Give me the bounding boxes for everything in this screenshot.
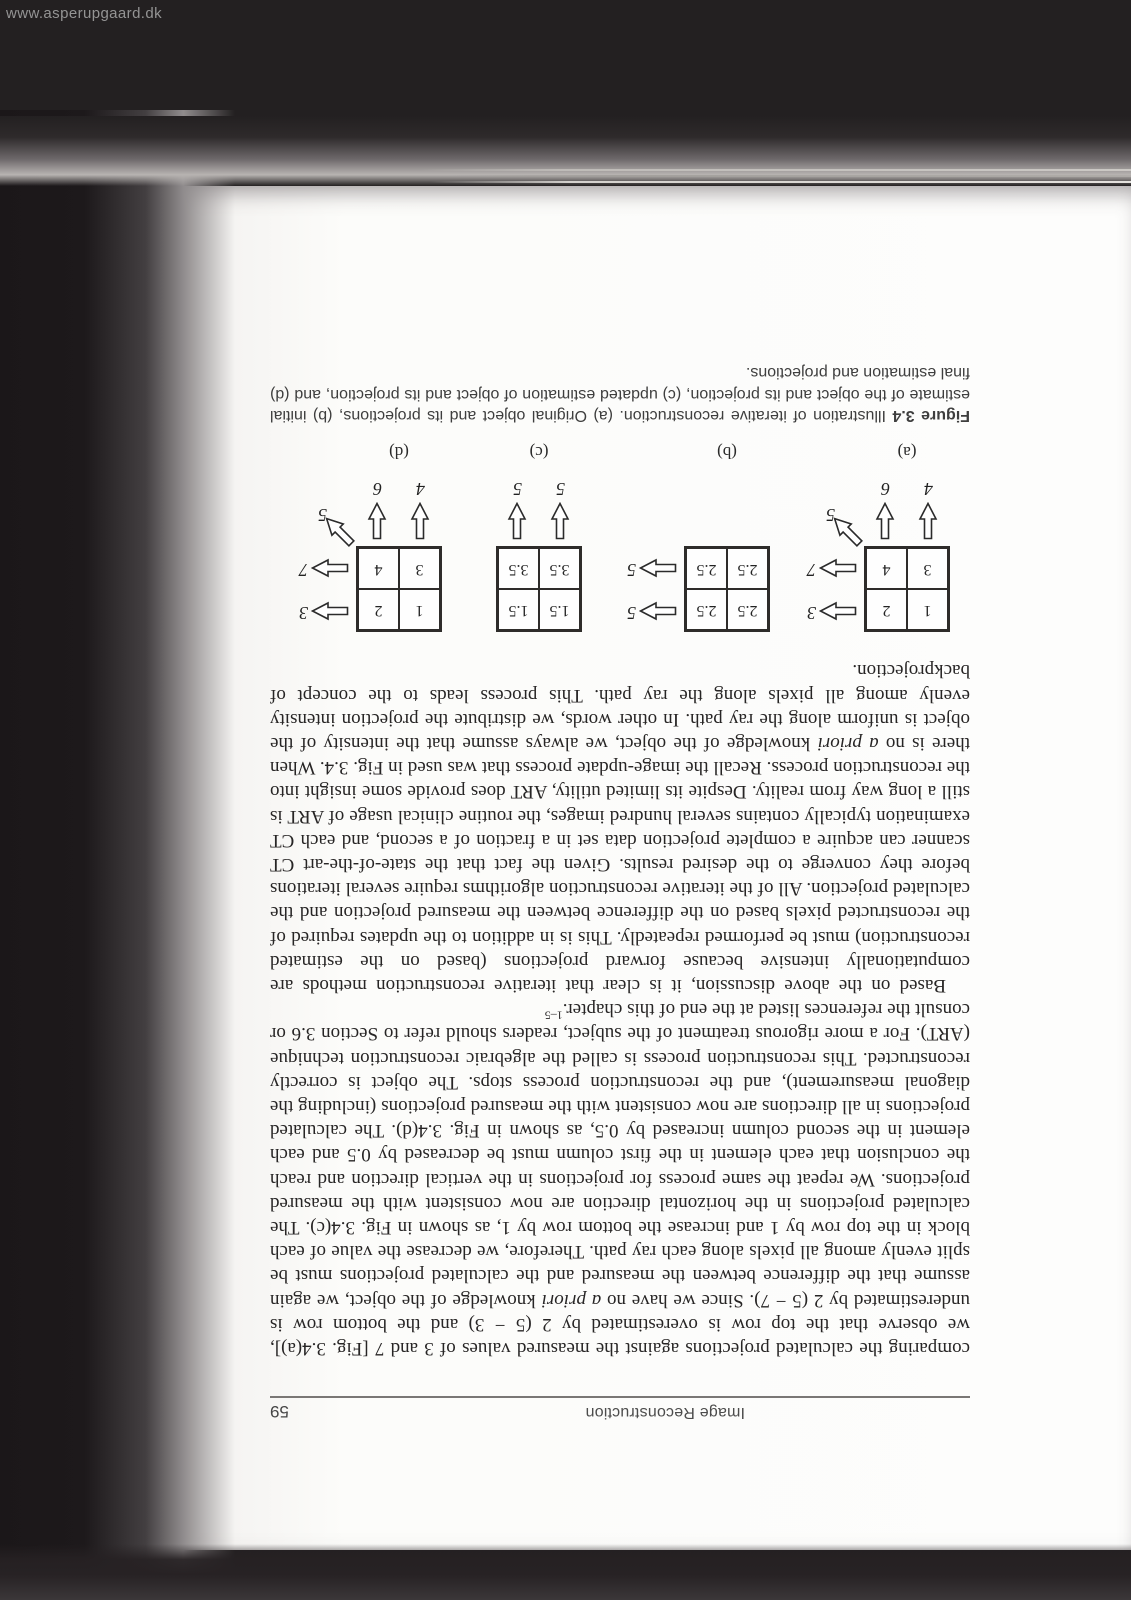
- figure-panel-d: [282, 428, 442, 632]
- page-stack-edge-line: [445, 175, 1131, 177]
- projection-value-label: 5: [627, 602, 636, 623]
- page-stack-edge-line: [430, 181, 1131, 183]
- grid-cell: 1: [399, 589, 440, 630]
- projection-value-label: 5: [627, 559, 636, 580]
- figure-panel-b: [610, 428, 770, 632]
- pixel-grid: [864, 546, 950, 632]
- grid-cell: 3.5: [498, 548, 539, 589]
- figure-panel-c: [422, 428, 582, 632]
- scan-edge-bottom: [0, 1544, 1131, 1600]
- text-segment: a priori: [817, 732, 879, 754]
- projection-arrow-icon: [819, 558, 857, 578]
- text-segment: comparing the calculated projections against the measured values of 3 and 7 [Fig. 3.4(a)], we observe that the top row is overestimated by 2 (5 − 3) and the bottom row is underestimated by 2 (5 − 7). Since we have no: [270, 1289, 970, 1359]
- grid-cell: 3: [399, 548, 440, 589]
- projection-arrow-icon: [639, 558, 677, 578]
- grid-cell: 2.5: [727, 589, 768, 630]
- grid-cell: 4: [358, 548, 399, 589]
- grid-cell: 3.5: [539, 548, 580, 589]
- pixel-grid: [356, 546, 442, 632]
- grid-cell: 1: [907, 589, 948, 630]
- projection-arrow-icon: [919, 502, 939, 540]
- projection-value-label: 4: [924, 479, 933, 500]
- pixel-grid: [684, 546, 770, 632]
- chapter-title: Image Reconstruction: [585, 1404, 745, 1421]
- grid-cell: 2.5: [686, 589, 727, 630]
- text-segment: Figure 3.4: [892, 407, 970, 425]
- running-header: [270, 1396, 970, 1428]
- projection-value-label: 5: [318, 505, 327, 526]
- panel-label: (d): [389, 443, 409, 463]
- book-page: [150, 186, 1131, 1550]
- text-segment: a priori: [541, 1289, 602, 1311]
- projection-arrow-icon: [819, 601, 857, 621]
- panel-label: (b): [717, 443, 737, 463]
- figure-panel-a: [790, 428, 950, 632]
- projection-value-label: 6: [881, 479, 890, 500]
- grid-cell: 2.5: [686, 548, 727, 589]
- grid-cell: 2: [866, 589, 907, 630]
- grid-cell: 3: [907, 548, 948, 589]
- text-segment: 1–5: [544, 1008, 563, 1023]
- grid-cell: 1.5: [498, 589, 539, 630]
- text-segment: Based on the above discussion, it is clear that iterative reconstruction methods are computationally intensive because forward projections (based on the estimated reconstruction) must be performed repeatedly. This is in addition to the updates required of the reconstructed pixels based on the difference between the measured projection and the calculated projection. All of the iterative reconstruction algorithms require several iterations before they converge to the desired results. Given the fact that the state-of-the-art CT scanner can acquire a complete projection data set in a fraction of a second, and each CT examination typically contains several hundred images, the routine clinical usage of ART is still a long way from reality. Despite its limited utility, ART does provide some insight into the reconstruction process. Recall the image-update process that was used in Fig. 3.4. When there is no: [270, 732, 970, 996]
- grid-cell: 1.5: [539, 589, 580, 630]
- panel-label: (c): [529, 443, 549, 463]
- projection-arrow-icon: [876, 502, 896, 540]
- projection-arrow-icon: [368, 502, 388, 540]
- projection-value-label: 3: [807, 602, 816, 623]
- projection-value-label: 6: [373, 479, 382, 500]
- body-text: [270, 658, 970, 1360]
- projection-arrow-icon: [411, 502, 431, 540]
- projection-value-label: 7: [299, 559, 308, 580]
- text-segment: knowledge of the object, we again assume that the difference between the measured and the calculated projections must be split evenly among all pixels along each ray path. Therefore, we decrease the value of each block in the top row by 1 and increase the bottom row by 1, as shown in Fig. 3.4(c). The calculated projections in the horizontal direction are now consistent with the measured projections. We repeat the same process for projections in the vertical direction and reach the conclusion that each element in the first column must be decreased by 0.5 and each element in the second column increased by 0.5, as shown in Fig. 3.4(d). The calculated projections in all directions are now consistent with the measured projections (including the diagonal measurement), and the reconstruction process stops. The object is correctly reconstructed. This reconstruction process is called the algebraic reconstruction technique (ART). For a more rigorous treatment of the subject, readers should refer to Section 3.6 or consult the references listed at the end of this chapter.: [270, 999, 970, 1311]
- grid-cell: 2.5: [727, 548, 768, 589]
- scan-watermark: www.asperupgaard.dk: [6, 5, 163, 22]
- projection-arrow-icon: [639, 601, 677, 621]
- body-paragraph: [270, 658, 970, 997]
- projection-value-label: 7: [807, 559, 816, 580]
- projection-value-label: 5: [513, 479, 522, 500]
- grid-cell: 4: [866, 548, 907, 589]
- page-number: 59: [270, 1402, 289, 1421]
- page-stack-edge-line: [420, 169, 1131, 171]
- projection-value-label: 5: [826, 505, 835, 526]
- grid-cell: 2: [358, 589, 399, 630]
- projection-value-label: 4: [416, 479, 425, 500]
- projection-value-label: 5: [556, 479, 565, 500]
- pixel-grid: [496, 546, 582, 632]
- projection-arrow-icon: [311, 601, 349, 621]
- projection-arrow-icon: [311, 558, 349, 578]
- panel-label: (a): [897, 443, 917, 463]
- text-segment: knowledge of the object, we always assume that the intensity of the object is uniform along the ray path. In other words, we distribute the projection intensity evenly among all pixels along the ray path. This process leads to the concept of backprojection.: [270, 660, 970, 754]
- scan-edge-top: [0, 116, 1131, 186]
- projection-value-label: 3: [299, 602, 308, 623]
- text-segment: Illustration of iterative reconstruction. (a) Original object and its projections, (b) initial estimate of the object and its projection, (c) updated estimation of object and its projection, and (d) final estimation and projections.: [269, 364, 970, 425]
- projection-arrow-icon: [508, 502, 528, 540]
- figure-3-4: [270, 428, 970, 640]
- projection-arrow-icon: [551, 502, 571, 540]
- figure-caption: [270, 362, 970, 427]
- body-paragraph: [270, 997, 970, 1360]
